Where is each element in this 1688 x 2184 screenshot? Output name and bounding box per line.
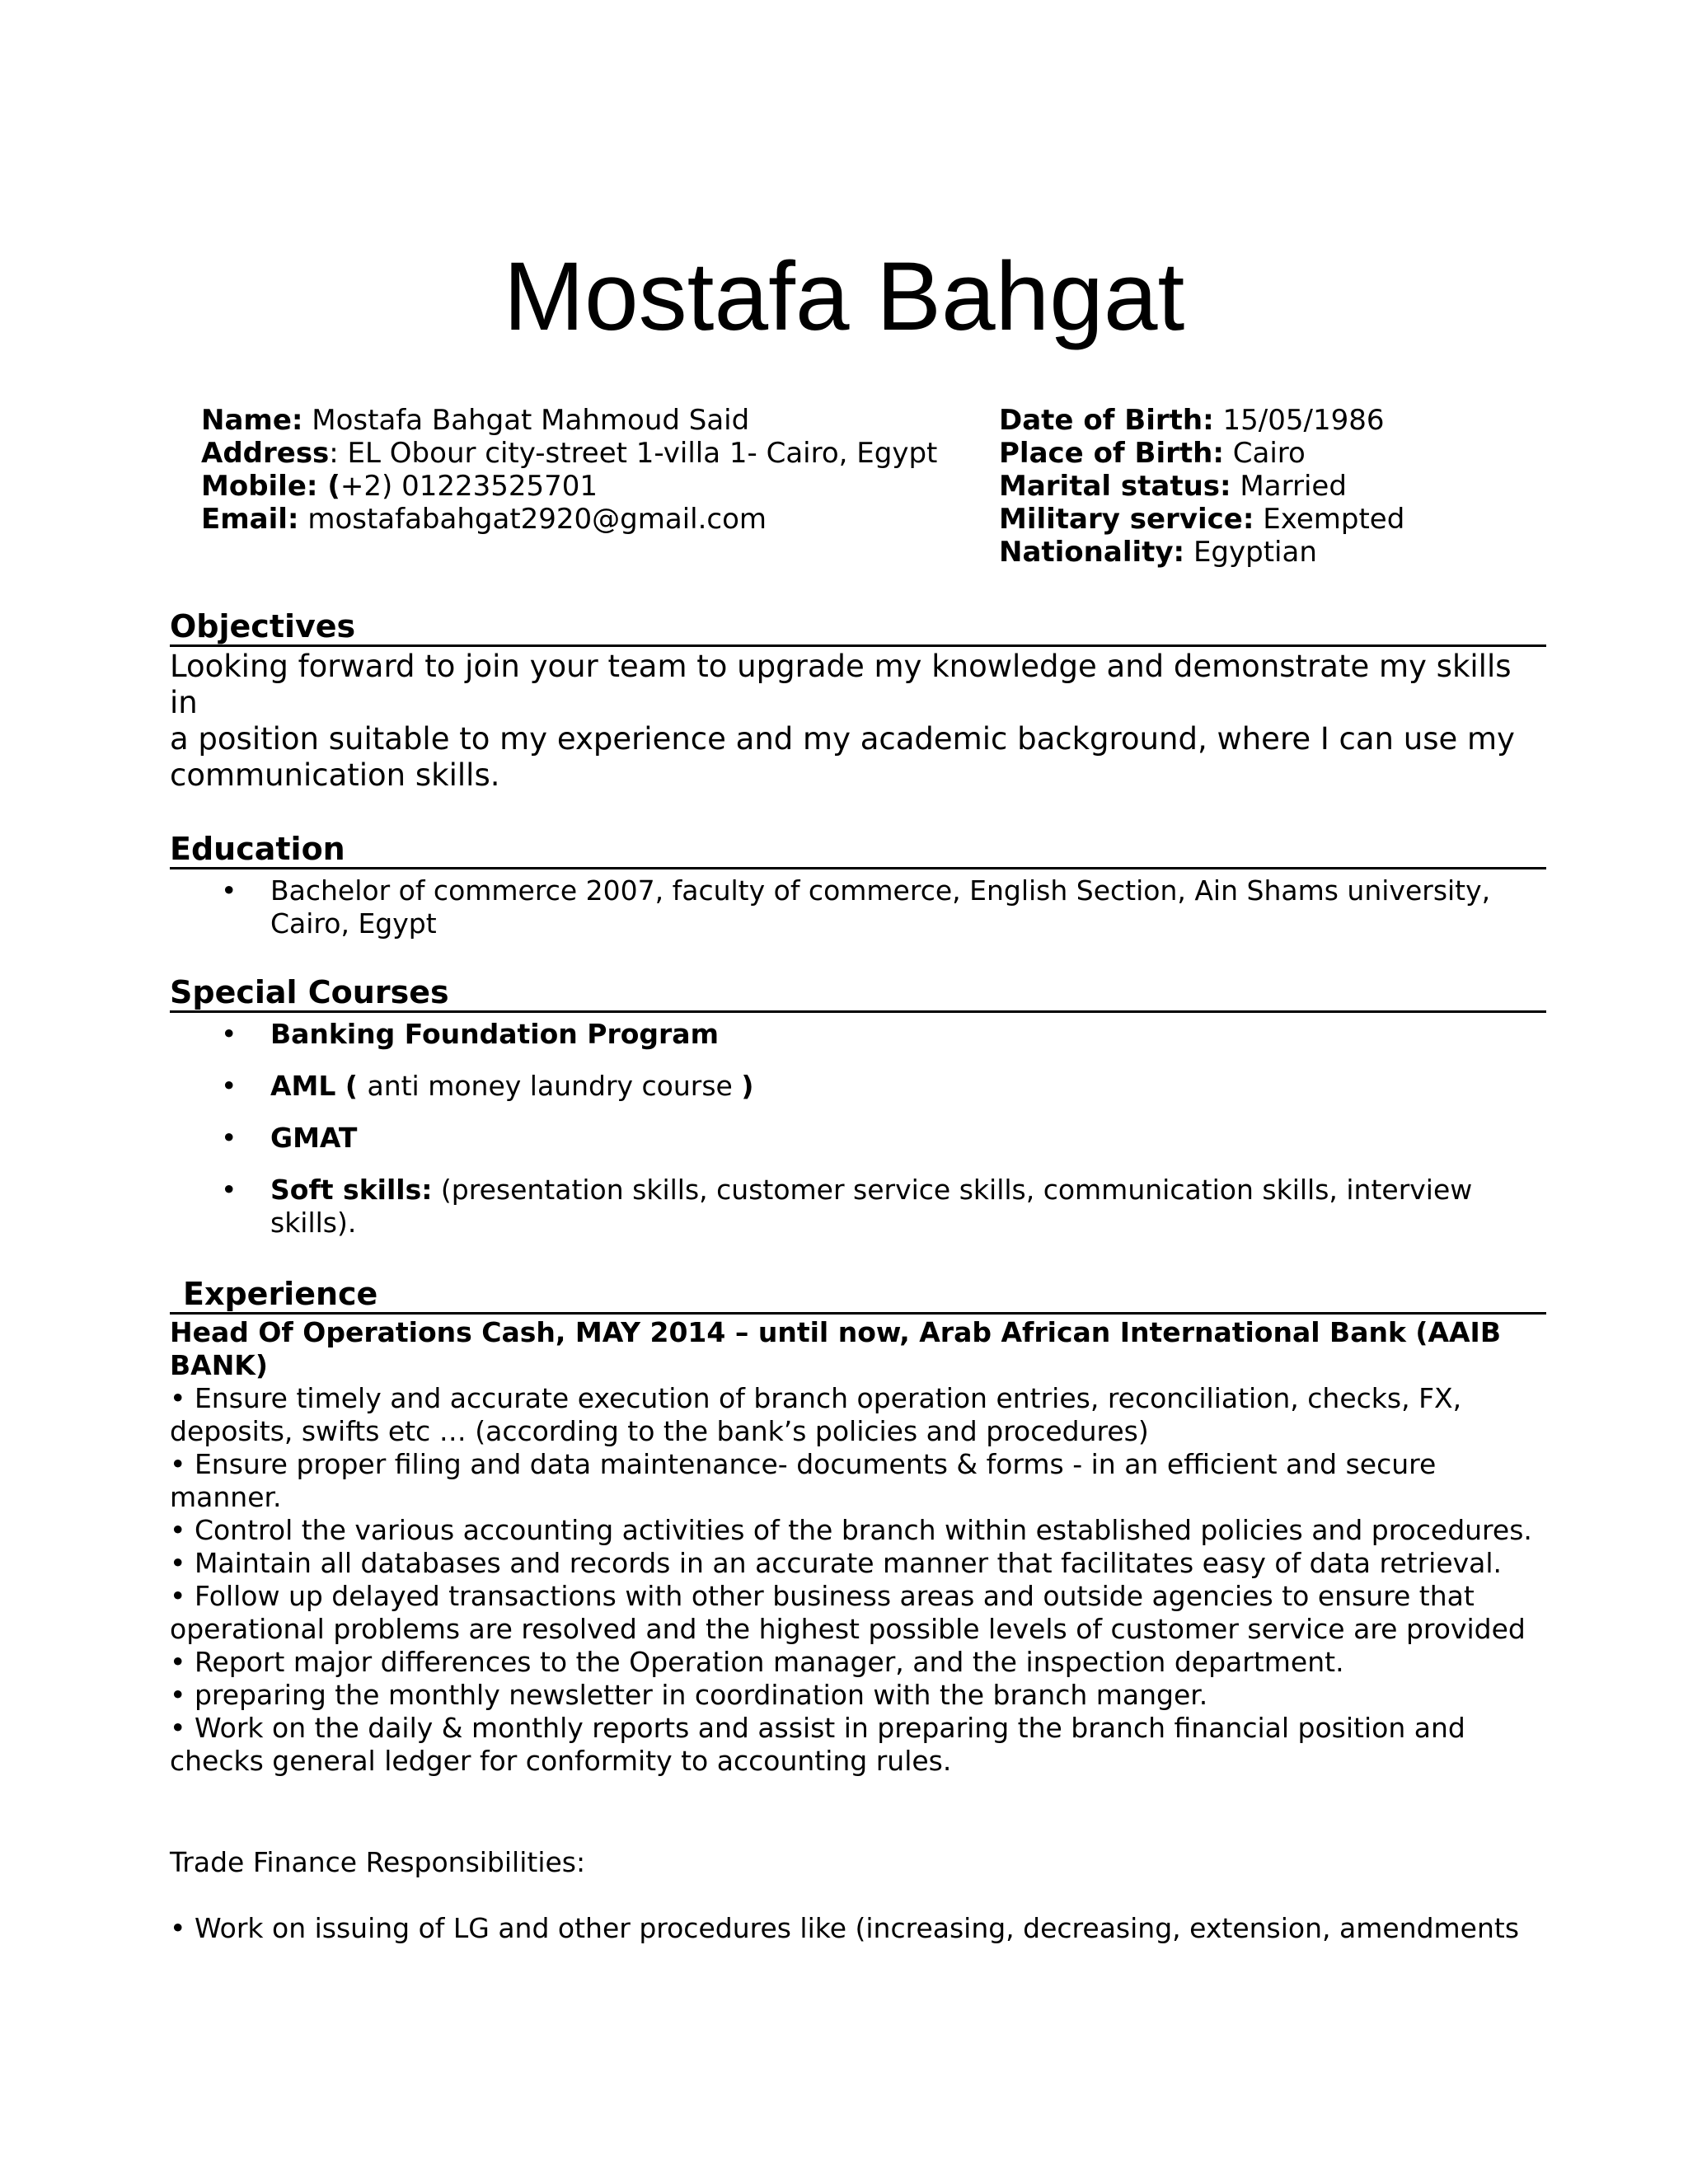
address-row: [201, 437, 1025, 470]
course-title: Banking Foundation Program: [270, 1018, 719, 1050]
duty-line: deposits, swifts etc … (according to the bank’s policies and procedures): [170, 1415, 1149, 1447]
name-row: [201, 404, 1025, 437]
pob-label: Place of Birth:: [999, 437, 1224, 470]
duty-line: checks general ledger for conformity to accounting rules.: [170, 1745, 952, 1777]
address-label: Address: [201, 437, 330, 470]
bullet-icon: •: [221, 874, 237, 907]
course-title-end: ): [741, 1070, 754, 1102]
experience-section: [170, 1276, 1546, 1778]
name-label: Name:: [201, 404, 303, 437]
address-value: : EL Obour city-street 1-villa 1- Cairo, Egypt: [329, 437, 938, 470]
nationality-label: Nationality:: [999, 536, 1185, 569]
duty-line: • Control the various accounting activities of the branch within established policies and procedures.: [170, 1514, 1532, 1546]
course-item: [170, 1070, 1546, 1103]
course-desc-cont: skills).: [270, 1207, 357, 1239]
job-title-line: Head Of Operations Cash, MAY 2014 – until now, Arab African International Bank (AAIB: [170, 1316, 1501, 1348]
email-row: [201, 503, 1025, 536]
duty-line: • Follow up delayed transactions with other business areas and outside agencies to ensure that: [170, 1580, 1475, 1612]
marital-label: Marital status:: [999, 470, 1231, 503]
course-item: [170, 1122, 1546, 1155]
dob-value: 15/05/1986: [1213, 404, 1385, 437]
duty-line: • Ensure proper filing and data maintenance- documents & forms - in an efficient and secure: [170, 1448, 1437, 1480]
objectives-line: Looking forward to join your team to upgrade my knowledge and demonstrate my skills in: [170, 649, 1512, 720]
duty-line: • Report major differences to the Operation manager, and the inspection department.: [170, 1646, 1344, 1678]
nationality-value: Egyptian: [1184, 536, 1317, 569]
email-label: Email:: [201, 503, 299, 536]
course-title: Soft skills:: [270, 1174, 433, 1206]
trade-finance-title: Trade Finance Responsibilities:: [170, 1846, 586, 1878]
duty-line: manner.: [170, 1481, 282, 1513]
trade-finance-line: • Work on issuing of LG and other procedures like (increasing, decreasing, extension, amendments: [170, 1912, 1520, 1944]
mobile-value: +2) 01223525701: [340, 470, 598, 503]
courses-section: [170, 974, 1546, 1258]
course-item: [170, 1018, 1546, 1051]
experience-heading: Experience: [170, 1276, 1546, 1315]
dob-row: [999, 404, 1658, 437]
military-row: [999, 503, 1658, 536]
course-title: GMAT: [270, 1122, 358, 1154]
military-label: Military service:: [999, 503, 1254, 536]
military-value: Exempted: [1254, 503, 1405, 536]
duty-line: • Maintain all databases and records in an accurate manner that facilitates easy of data retrieval.: [170, 1547, 1503, 1579]
dob-label: Date of Birth:: [999, 404, 1214, 437]
bullet-icon: •: [221, 1018, 237, 1050]
objectives-heading: Objectives: [170, 608, 1546, 647]
pob-value: Cairo: [1223, 437, 1306, 470]
education-section: [170, 831, 1546, 940]
education-line: Bachelor of commerce 2007, faculty of commerce, English Section, Ain Shams university,: [270, 874, 1491, 907]
duty-line: operational problems are resolved and the highest possible levels of customer service are provided: [170, 1613, 1526, 1645]
objectives-line: a position suitable to my experience and my academic background, where I can use my: [170, 721, 1515, 757]
experience-duties: [170, 1382, 1546, 1778]
courses-list: [170, 1018, 1546, 1240]
education-heading: Education: [170, 831, 1546, 869]
objectives-line: communication skills.: [170, 757, 500, 793]
email-value: mostafabahgat2920@gmail.com: [298, 503, 767, 536]
page-title: Mostafa Bahgat: [503, 242, 1185, 351]
course-title: AML (: [270, 1070, 368, 1102]
bullet-icon: •: [221, 1070, 237, 1102]
name-value: Mostafa Bahgat Mahmoud Said: [302, 404, 750, 437]
duty-line: • Ensure timely and accurate execution of branch operation entries, reconciliation, checks, FX,: [170, 1382, 1462, 1414]
objectives-section: [170, 608, 1546, 794]
bullet-icon: •: [221, 1174, 237, 1206]
course-desc: (presentation skills, customer service skills, communication skills, interview: [432, 1174, 1473, 1206]
job-title: [170, 1316, 1546, 1382]
duty-line: • preparing the monthly newsletter in coordination with the branch manger.: [170, 1679, 1208, 1711]
objectives-text: [170, 649, 1546, 794]
mobile-row: [201, 470, 1025, 503]
pob-row: [999, 437, 1658, 470]
education-list: [170, 874, 1546, 940]
marital-row: [999, 470, 1658, 503]
personal-info-left: [201, 404, 1025, 536]
marital-value: Married: [1231, 470, 1347, 503]
mobile-label: Mobile: (: [201, 470, 340, 503]
courses-heading: Special Courses: [170, 974, 1546, 1013]
duty-line: • Work on the daily & monthly reports and assist in preparing the branch financial position and: [170, 1712, 1465, 1744]
nationality-row: [999, 536, 1658, 569]
education-line: Cairo, Egypt: [270, 907, 437, 940]
course-item: [170, 1174, 1546, 1240]
education-item: [170, 874, 1546, 940]
job-title-line: BANK): [170, 1349, 268, 1381]
personal-info-right: [999, 404, 1658, 569]
course-desc: anti money laundry course: [367, 1070, 742, 1102]
bullet-icon: •: [221, 1122, 237, 1154]
